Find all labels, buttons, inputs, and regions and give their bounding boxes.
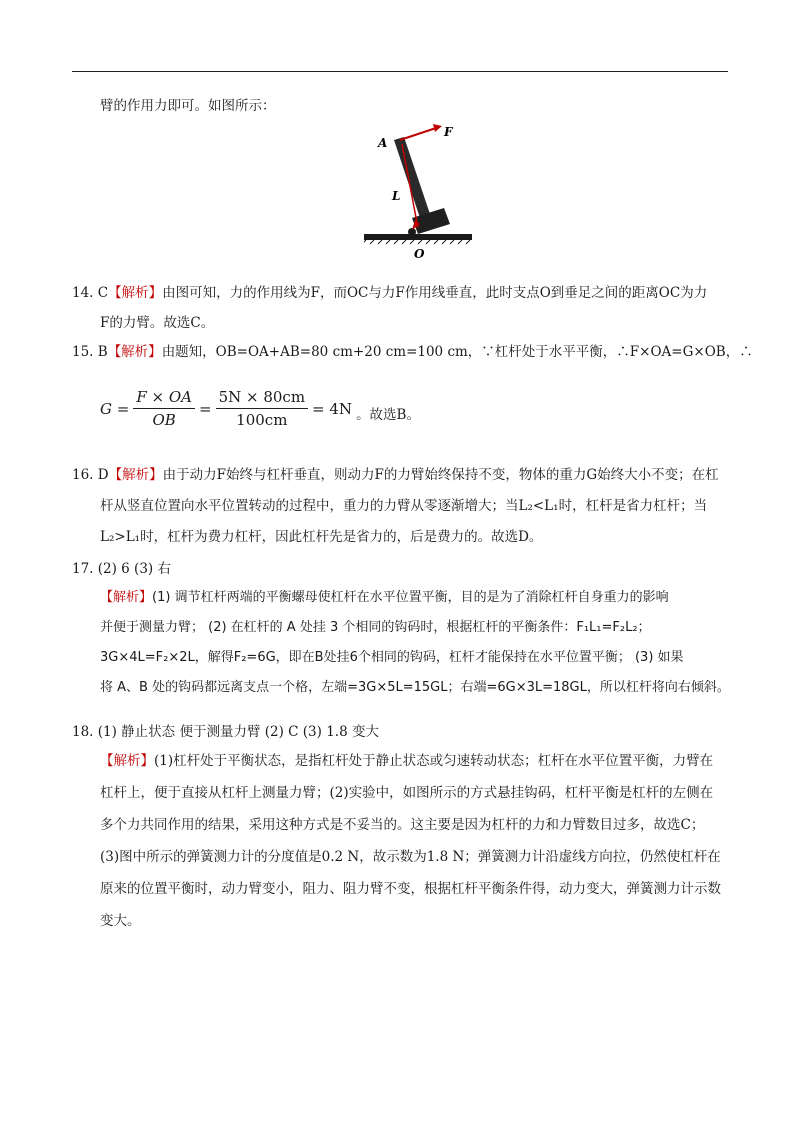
label-O: O (414, 247, 425, 261)
q16-text1: 由于动力F始终与杠杆垂直，则动力F的力臂始终保持不变，物体的重力G始终大小不变；在杠 (162, 467, 719, 483)
q18-line5: 原来的位置平衡时，动力臂变小，阻力、阻力臂不变，根据杠杆平衡条件得，动力变大，弹簧测力计示数 (100, 881, 721, 897)
q14-text1: 由图可知，力的作用线为F，而OC与力F作用线垂直，此时支点O到垂足之间的距离OC为力 (162, 285, 708, 301)
header-rule (72, 71, 728, 72)
label-L: L (392, 189, 401, 203)
formula-den1: OB (152, 411, 176, 429)
q14-number: 14. C (72, 285, 109, 301)
formula-frac1 (133, 388, 195, 429)
lever-bar (394, 137, 432, 224)
q15-analysis-tag: 【解析】 (107, 344, 162, 360)
formula-num1: F × OA (133, 388, 195, 409)
q18-line4: (3)图中所示的弹簧测力计的分度值是0.2 N，故示数为1.8 N；弹簧测力计沿虚线方向拉，仍然使杠杆在 (100, 849, 721, 865)
q18-line6: 变大。 (100, 913, 141, 929)
q18-line2: 杠杆上，便于直接从杠杆上测量力臂；(2)实验中，如图所示的方式悬挂钩码，杠杆平衡是杠杆的左侧在 (100, 785, 714, 801)
formula-eq: = (198, 399, 212, 418)
q17-line1 (100, 588, 669, 608)
q17-line3: 3G×4L=F₂×2L，解得F₂=6G，即在B处挂6个相同的钩码，杠杆才能保持在水平位置平衡； (3) 如果 (100, 650, 684, 665)
formula-num2: 5N × 80cm (216, 388, 308, 409)
formula-tail: 。故选B。 (356, 406, 420, 423)
formula-frac2 (216, 388, 308, 429)
q17-text1: (1) 调节杠杆两端的平衡螺母使杠杆在水平位置平衡，目的是为了消除杠杆自身重力的影响 (152, 590, 669, 605)
q18-line1 (100, 751, 713, 771)
q18-head: 18. (1) 静止状态 便于测量力臂 (2) C (3) 1.8 变大 (72, 724, 379, 740)
q14-line2: F的力臂。故选C。 (100, 315, 215, 331)
q16-analysis-tag: 【解析】 (108, 467, 163, 483)
q16-line1 (72, 465, 719, 485)
lever-base (412, 208, 450, 234)
label-F: F (444, 125, 453, 139)
q17-line2: 并便于测量力臂； (2) 在杠杆的 A 处挂 3 个相同的钩码时，根据杠杆的平衡条件：F₁L₁=F₂L₂； (100, 620, 651, 635)
q18-analysis-tag: 【解析】 (100, 753, 154, 769)
q15-formula (100, 388, 420, 429)
force-arrow-head (433, 124, 442, 132)
q16-number: 16. D (72, 467, 109, 483)
ground-hatch (364, 240, 470, 244)
ground-surface (364, 234, 472, 240)
q17-analysis-tag: 【解析】 (100, 590, 153, 605)
q17-line4: 将 A、B 处的钩码都远离支点一个格，左端=3G×5L=15GL；右端=6G×3L=18GL，所以杠杆将向右倾斜。 (100, 680, 730, 695)
q18-text1: (1)杠杆处于平衡状态，是指杠杆处于静止状态或匀速转动状态；杠杆在水平位置平衡，力臂在 (154, 753, 714, 769)
formula-lhs: G = (100, 399, 130, 418)
q15-line1 (72, 342, 753, 362)
force-arrow-line (400, 128, 436, 140)
label-A: A (378, 136, 388, 150)
q17-head: 17. (2) 6 (3) 右 (72, 561, 171, 577)
pivot-point (408, 228, 416, 236)
q15-number: 15. B (72, 344, 108, 360)
formula-den2: 100cm (236, 411, 288, 429)
q16-line2: 杆从竖直位置向水平位置转动的过程中，重力的力臂从零逐渐增大；当L₂<L₁时，杠杆是省力杠杆；当 (100, 498, 708, 514)
q14-line1 (72, 283, 707, 303)
q15-text1: 由题知，OB=OA+AB=80 cm+20 cm=100 cm，∵杠杆处于水平平衡，∴F×OA=G×OB，∴ (161, 344, 753, 360)
q14-analysis-tag: 【解析】 (108, 285, 163, 301)
q16-line3: L₂>L₁时，杠杆为费力杠杆，因此杠杆先是省力的，后是费力的。故选D。 (100, 529, 543, 545)
formula-result: = 4N (312, 399, 353, 418)
intro-text: 臂的作用力即可。如图所示： (100, 98, 276, 114)
lever-figure (364, 120, 474, 268)
q18-line3: 多个力共同作用的结果，采用这种方式是不妥当的。这主要是因为杠杆的力和力臂数目过多，故选C； (100, 817, 705, 833)
